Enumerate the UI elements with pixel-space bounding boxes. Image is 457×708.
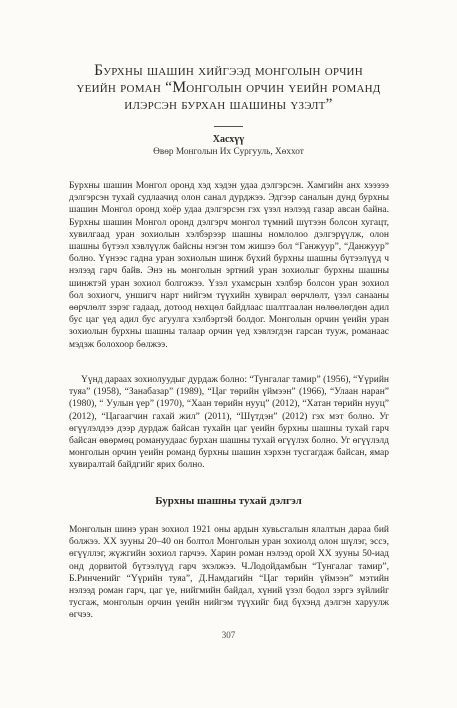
author-affiliation: Өвөр Монголын Их Сургууль, Хөххот [153, 147, 304, 157]
page-number: 307 [221, 630, 236, 640]
title-divider [214, 126, 243, 127]
article-title [40, 62, 417, 113]
author-name: Хасхүү [212, 134, 245, 145]
paragraph-3: Монголын шинэ уран зохиол 1921 оны ардын хувьсгалын ялалтын дараа бий болжээ. XX зууны 20–40 он болтол Монголын уран зохиолд олон шүлэг, эссэ, өгүүллэг, жүжгийн зохиол гарчээ. Харин роман нэлээд орой XX зууны 50-иад онд дорвитой бүтээлүүд гарч эхэлжээ. Ч.Лодойдамбын “Тунгалаг тамир”, Б.Ринченийг “Үүрийн туяа”, Д.Намдагийн “Цаг төрийн үймээн” мэтийн нэлээд роман гарч, цаг үе, нийгмийн байдал, хүний үзэл бодол зэргэ зүйлийг тусгаж, монголын орчин үеийн нийгэм түүхийг бид бүхэнд дэлгэн харуулж өгчээ. [69, 525, 389, 621]
title-line-2: үеийн роман “Монголын орчин үеийн романд [76, 79, 381, 96]
intro-paragraph [69, 180, 389, 351]
paragraph-2: Үүнд дараах зохиолуудыг дурдаж болно: “Тунгалаг тамир” (1956), “Үүрийн туяа” (1958), “Занабазар” (1989), “Цаг төрийн үймээн” (1966), “Улаан наран” (1980), “ Уулын үер” (1970), “Хаан төрийн нууц” (2012), “Хатан төрийн нууц” (2012), “Цагаагчин гахай жил” (2011), “Шүтдэн” (2012) гэх мэт болно. Уг өгүүлэлдээ дээр дурдаж байсан тухайн цаг үеийн бурхны шашны тухай гарч байсан өвөрмөц романуудаас бурхан шашны тухай өгүүлэх болно. Уг өгүүлэлд монголын орчин үеийн романд бурхны шашин хэрхэн тусгагдаж байсан, ямар хувиралтай байдгийг ярих болно. [69, 375, 389, 471]
title-line-3: илэрсэн бурхан шашины үзэлт” [124, 96, 333, 113]
section-heading: Бурхны шашны тухай дэлгэл [155, 495, 302, 507]
section-paragraph [69, 524, 389, 622]
paragraph-1: Бурхны шашин Монгол оронд хэд хэдэн удаа дэлгэрсэн. Хамгийн анх хэээээ дэлгэрсэн тухай судлаачид олон санал дурджээ. Эдгээр саналын дунд бурхны шашин Монгол оронд хоёр удаа дэлгэрсэн гэх үзэл нэлээд газар авсан байна. Бурхны шашин Монгол оронд дэлгэрч монгол түмний шүтээн болсон хугацт, хувилгаад уран зохиолын хэлбэрээр шашны номлолоо дэлгэрүүлж, олон шашны бүтээл хэвлүүлж байсны нэгэн том жишээ бол “Ганжуур”, “Данжуур” болно. Үүнээс гадна уран зохиолын шинж бүхий бурхны шашны бүтээлүүд ч нэлээд гарч байв. Энэ нь монголын эртний уран зохиолыг бурхны шашны шинжтэй уран зохиол болгожээ. Үзэл ухамсрын хэлбэр болсон уран зохиол бол зохиогч, уншигч нарт нийгэм түүхийн хувирал өөрчлөлт, үзэл санааны өөрчлөлт зэрэг гадаад, дотоод нөхцөл байдлаас шалтгаалан нөлөөлөгдөн адил бус цаг үед адил бус агуулга хэлбэртэй болдог. Монголын орчин үеийн уран зохиолын бурхны шашны талаар орчин үед хэвлэгдэн гарсан тууж, романаас мэдэж болохоор бөлжээ. [69, 181, 389, 350]
title-line-1: Бурхны шашин хийгээд монголын орчин [94, 62, 363, 79]
works-paragraph [69, 374, 389, 472]
